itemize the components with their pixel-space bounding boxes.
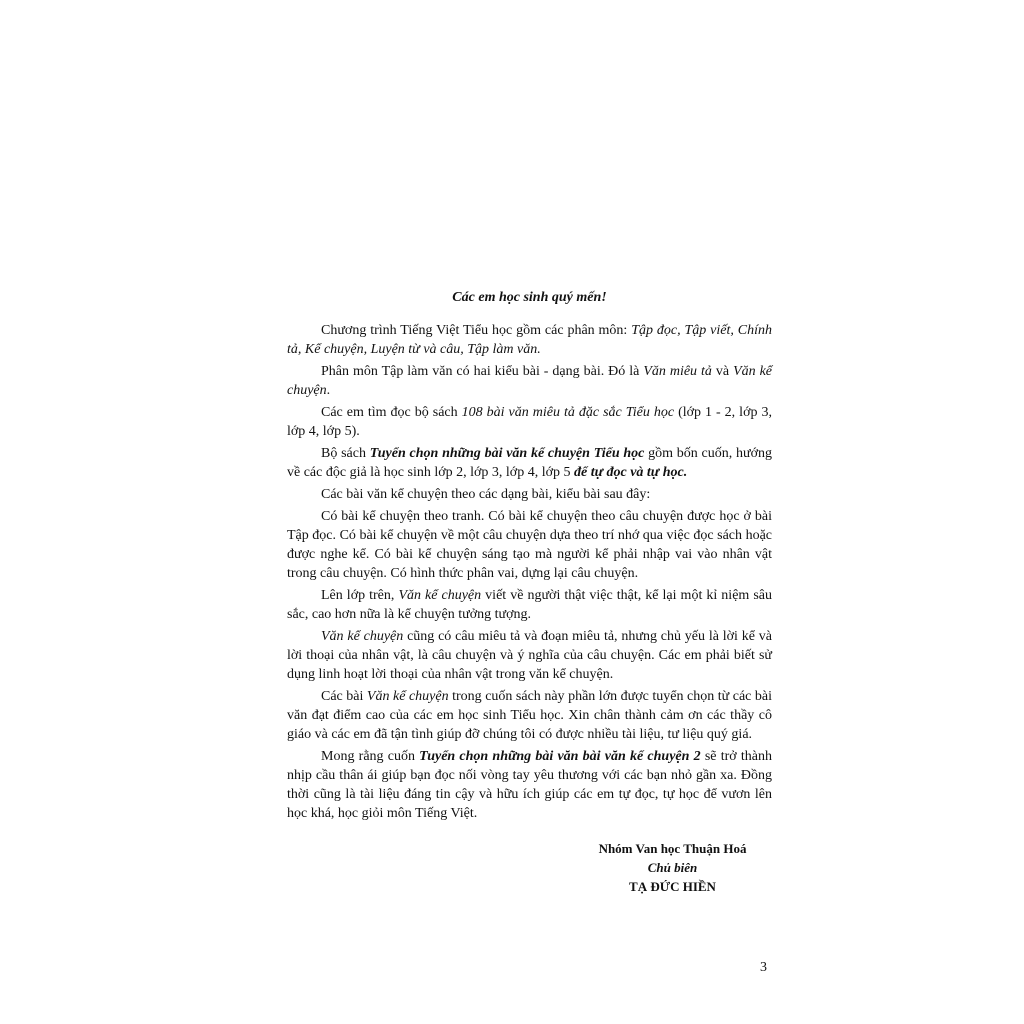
paragraph <box>287 687 772 744</box>
paragraph-text: Các bài <box>321 689 367 704</box>
preface-body <box>287 288 772 826</box>
emphasis-text: để tự đọc và tự học. <box>574 465 688 480</box>
paragraph-text: Có bài kể chuyện theo tranh. Có bài kể chuyện theo câu chuyện được học ở bài Tập đọc. Có bài kể chuyện về một câu chuyện dựa theo trí nhớ qua việc đọc sách hoặc được nghe kể. Có bài kể chuyện sáng tạo mà người kể phải nhập vai vào nhân vật trong câu chuyện. Có hình thức phân vai, dựng lại câu chuyện. <box>287 509 772 581</box>
paragraph <box>287 485 772 504</box>
paragraph <box>287 362 772 400</box>
paragraph <box>287 627 772 684</box>
emphasis-text: Văn kể chuyện <box>321 629 404 644</box>
paragraph-text: . <box>326 383 331 398</box>
paragraph-text: viết về người thật việc thật, kể lại một kỉ niệm sâu sắc, cao hơn nữa là kể chuyện tưởng tượng. <box>287 588 772 622</box>
paragraph-text: Chương trình Tiếng Việt Tiểu học gồm các phân môn: <box>321 323 632 338</box>
emphasis-text: Văn kể chuyện <box>287 364 773 398</box>
paragraph-text: Lên lớp trên, <box>321 588 399 603</box>
paragraph-text: và <box>711 364 734 379</box>
paragraph-text: Các bài văn kể chuyện theo các dạng bài, kiểu bài sau đây: <box>321 487 651 502</box>
emphasis-text: Văn kể chuyện <box>398 588 482 603</box>
signature-name: TẠ ĐỨC HIỀN <box>629 879 716 894</box>
paragraph <box>287 586 772 624</box>
paragraph <box>287 403 772 441</box>
paragraph-text: Bộ sách <box>321 446 370 461</box>
paragraph-text: trong cuốn sách này phần lớn được tuyển chọn từ các bài văn đạt điểm cao của các em học sinh Tiểu học. Xin chân thành cảm ơn các thầy cô giáo và các em đã tận tình giúp đỡ chúng tôi có được nhiều tài liệu, tư liệu quý giá. <box>287 689 772 742</box>
paragraph-text: gồm bốn cuốn, hướng về các độc giả là học sinh lớp 2, lớp 3, lớp 4, lớp 5 <box>287 446 772 480</box>
paragraph-text: Các em tìm đọc bộ sách <box>321 405 462 420</box>
emphasis-text: Tuyển chọn những bài văn bài văn kể chuyện 2 <box>419 749 701 764</box>
preface-heading: Các em học sinh quý mến! <box>452 290 607 305</box>
paragraph-text: (lớp 1 - 2, lớp 3, lớp 4, lớp 5). <box>287 405 772 439</box>
paragraph <box>287 321 772 359</box>
preface-paragraphs <box>287 321 772 823</box>
page-number: 3 <box>760 960 767 975</box>
paragraph-text: sẽ trở thành nhịp cầu thân ái giúp bạn đọc nối vòng tay yêu thương với các bạn nhỏ gần xa. Đồng thời cũng là tài liệu đáng tin cậy và hữu ích giúp các em tự đọc, tự học để vươn lên học khá, học giỏi môn Tiếng Việt. <box>287 749 772 821</box>
paragraph <box>287 444 772 482</box>
paragraph <box>287 747 772 823</box>
emphasis-text: Tuyển chọn những bài văn kể chuyện Tiểu học <box>369 446 645 461</box>
emphasis-text: Văn kể chuyện <box>366 689 449 704</box>
signature-organization: Nhóm Van học Thuận Hoá <box>598 841 747 856</box>
paragraph <box>287 507 772 583</box>
signature-role: Chủ biên <box>647 860 698 875</box>
paragraph-text: Mong rằng cuốn <box>321 749 420 764</box>
emphasis-text: Văn miêu tả <box>643 364 712 379</box>
emphasis-text: Tập đọc, Tập viết, Chính tả, Kể chuyện, Luyện từ và câu, Tập làm văn. <box>287 323 772 357</box>
signature-block <box>590 839 755 896</box>
paragraph-text: Phân môn Tập làm văn có hai kiểu bài - dạng bài. Đó là <box>321 364 644 379</box>
paragraph-text: cũng có câu miêu tả và đoạn miêu tả, nhưng chủ yếu là lời kể và lời thoại của nhân vật, là câu chuyện và ý nghĩa của câu chuyện. Các em phải biết sử dụng linh hoạt lời thoại của nhân vật trong văn kể chuyện. <box>287 629 772 682</box>
emphasis-text: 108 bài văn miêu tả đặc sắc Tiểu học <box>461 405 675 420</box>
